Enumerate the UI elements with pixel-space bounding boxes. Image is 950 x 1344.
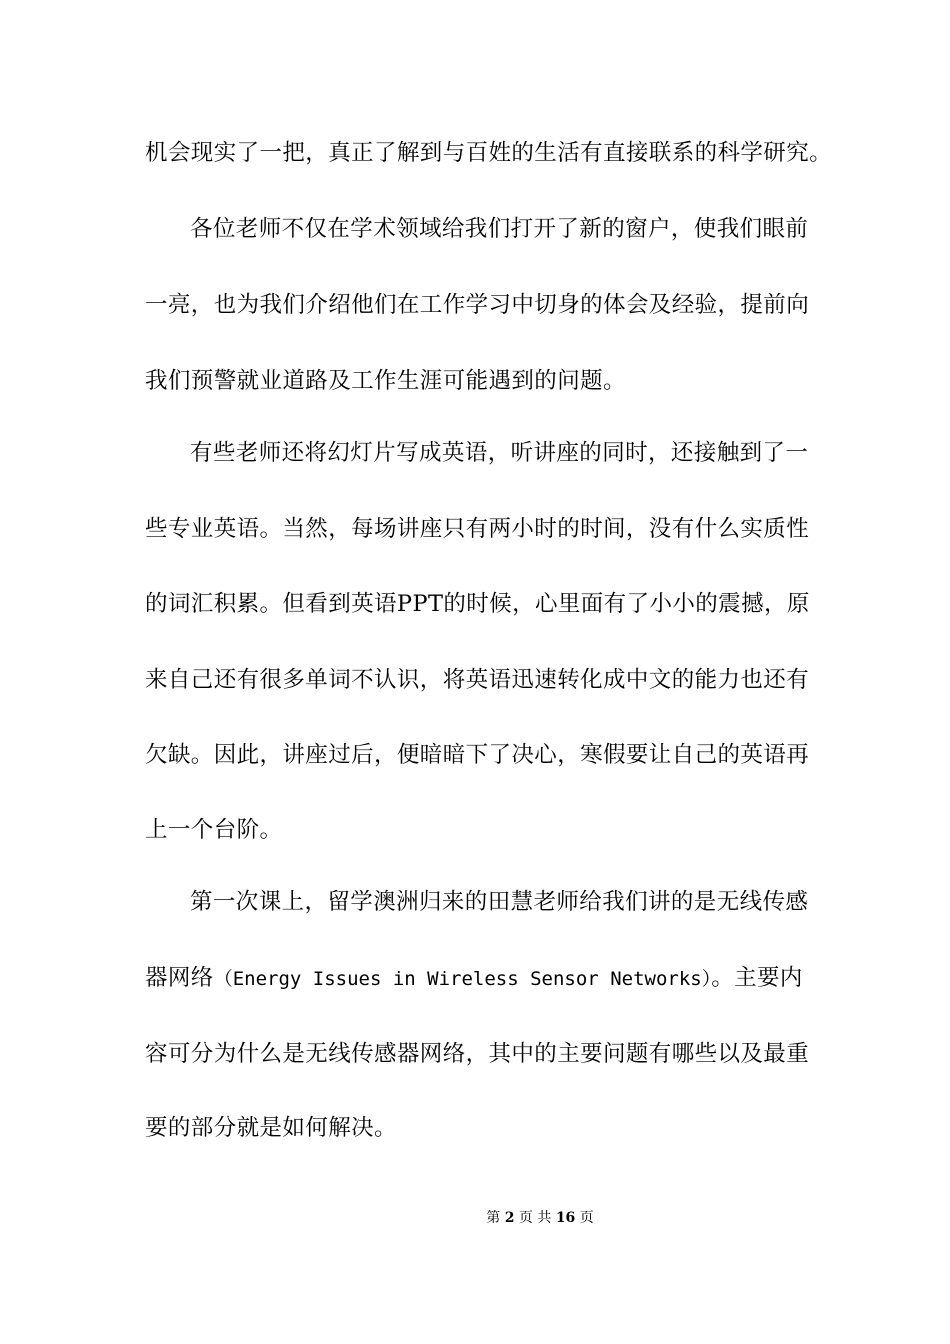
text-line: 第一次课上，留学澳洲归来的田慧老师给我们讲的是无线传感 bbox=[190, 889, 809, 915]
text-line bbox=[145, 963, 803, 994]
text-line: 些专业英语。当然，每场讲座只有两小时的时间，没有什么实质性 bbox=[145, 516, 810, 542]
text-line: 欠缺。因此，讲座过后，便暗暗下了决心，寒假要让自己的英语再 bbox=[145, 742, 810, 768]
text-line: 来自己还有很多单词不认识，将英语迅速转化成中文的能力也还有 bbox=[145, 667, 810, 693]
text-line: 容可分为什么是无线传感器网络，其中的主要问题有哪些以及最重 bbox=[145, 1041, 810, 1067]
total-pages-number: 16 bbox=[555, 1210, 576, 1226]
text-segment: 。主要内 bbox=[711, 965, 803, 991]
text-line: 上一个台阶。 bbox=[145, 817, 283, 843]
footer-middle: 页 共 bbox=[518, 1210, 552, 1226]
text-line: 各位老师不仅在学术领域给我们打开了新的窗户，使我们眼前 bbox=[190, 216, 809, 242]
text-line: 机会现实了一把，真正了解到与百姓的生活有直接联系的科学研究。 bbox=[145, 140, 833, 166]
text-line: 我们预警就业道路及工作生涯可能遇到的问题。 bbox=[145, 368, 626, 394]
text-segment: 器网络 bbox=[145, 965, 214, 991]
text-line: 一亮，也为我们介绍他们在工作学习中切身的体会及经验，提前向 bbox=[145, 292, 810, 318]
text-line: 要的部分就是如何解决。 bbox=[145, 1115, 397, 1141]
footer-prefix: 第 bbox=[486, 1210, 501, 1226]
current-page-number: 2 bbox=[504, 1210, 515, 1226]
footer-suffix: 页 bbox=[579, 1210, 594, 1226]
english-title-segment: （Energy Issues in Wireless Sensor Networks） bbox=[213, 968, 712, 990]
text-line: 的词汇积累。但看到英语PPT的时候，心里面有了小小的震撼，原 bbox=[145, 591, 810, 617]
text-line: 有些老师还将幻灯片写成英语，听讲座的同时，还接触到了一 bbox=[190, 440, 809, 466]
page-number-footer bbox=[0, 1208, 950, 1228]
